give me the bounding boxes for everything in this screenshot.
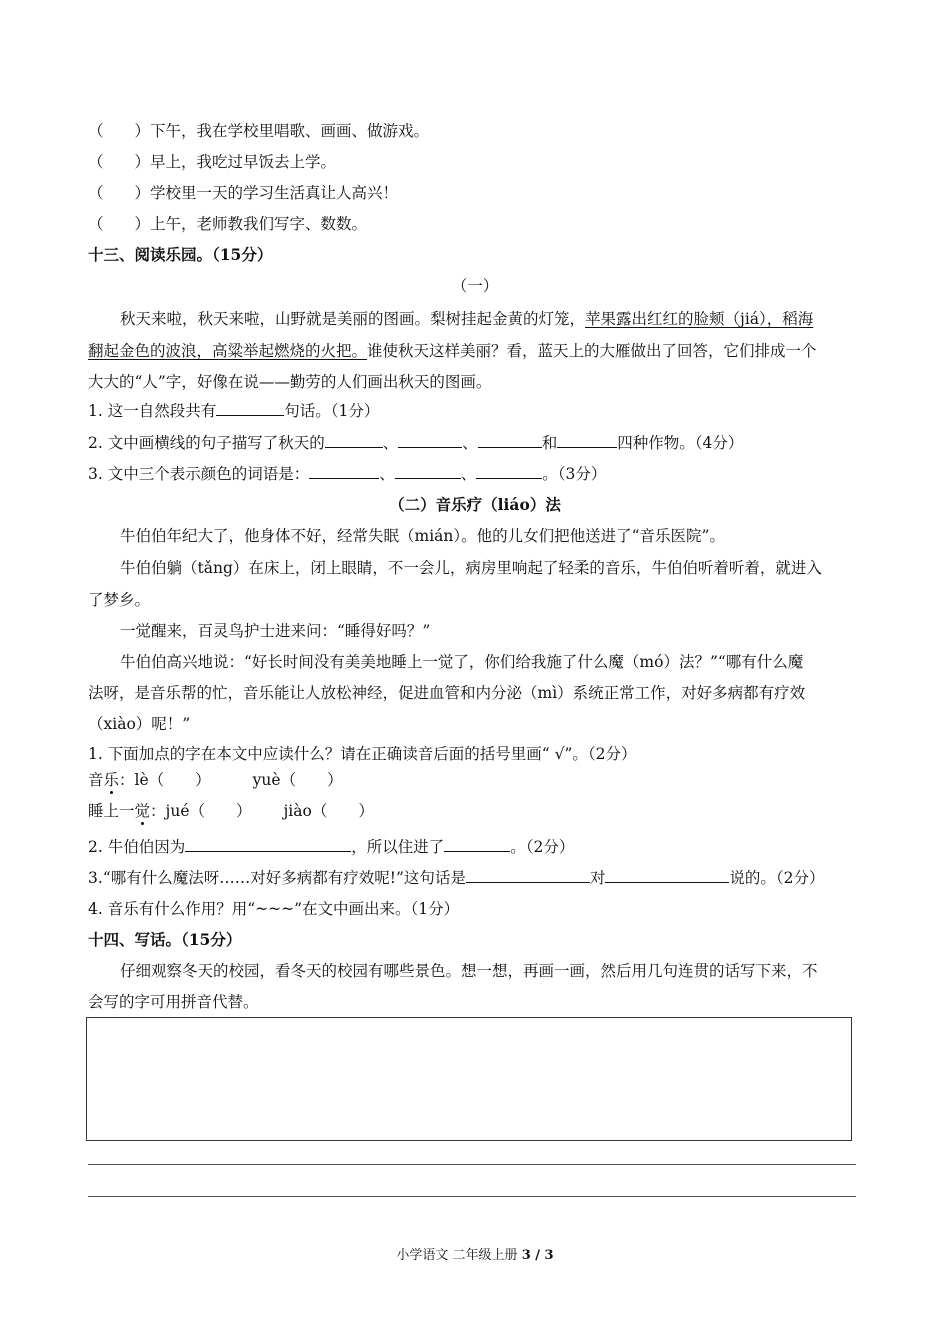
answer-blank[interactable]	[185, 836, 351, 852]
question-1: 1. 下面加点的字在本文中应读什么？请在正确读音后面的括号里画“ √”。（2分）	[88, 745, 637, 763]
sequence-item: （ ）早上，我吃过早饭去上学。	[88, 153, 337, 171]
writing-prompt: 会写的字可用拼音代替。	[88, 993, 259, 1011]
page-number: 3 / 3	[521, 1248, 554, 1263]
passage-1-heading: （一）	[451, 277, 499, 295]
pronunciation-row: 音乐：lè（ ） yuè（ ）	[88, 771, 343, 789]
pronunciation-row: 睡上一觉：jué（ ） jiào（ ）	[88, 802, 374, 820]
option-jiao[interactable]: jiào（ ）	[283, 802, 374, 820]
answer-blank[interactable]	[216, 400, 284, 416]
section-13-title: 十三、阅读乐园。（15分）	[88, 245, 273, 264]
drawing-box[interactable]	[86, 1017, 852, 1141]
dotted-char: 觉	[134, 802, 151, 820]
dotted-char: 乐	[103, 771, 120, 789]
passage-2-line: 法呀，是音乐帮的忙，音乐能让人放松神经，促进血管和内分泌（mì）系统正常工作，对好多病都有疗效	[88, 684, 806, 702]
writing-line[interactable]	[88, 1164, 856, 1165]
answer-blank[interactable]	[309, 463, 379, 479]
answer-blank[interactable]	[557, 432, 617, 448]
passage-1-line: 秋天来啦，秋天来啦，山野就是美丽的图画。梨树挂起金黄的灯笼，苹果露出红红的脸颊（jiá），稻海	[120, 310, 814, 328]
question-2: 2. 文中画横线的句子描写了秋天的 、 、 和 四种作物。（4分）	[88, 434, 744, 452]
passage-2-line: 牛伯伯高兴地说：“好长时间没有美美地睡上一觉了，你们给我施了什么魔（mó）法？”“哪有什么魔	[120, 653, 804, 671]
answer-paren[interactable]: （ ）	[88, 122, 151, 140]
underlined-sentence: 翻起金色的波浪，高粱举起燃烧的火把。	[88, 342, 368, 360]
passage-1-line: 翻起金色的波浪，高粱举起燃烧的火把。谁使秋天这样美丽？看，蓝天上的大雁做出了回答，它们排成一个	[88, 342, 817, 360]
passage-2-line: （xiào）呢！”	[88, 715, 191, 733]
answer-blank[interactable]	[395, 463, 461, 479]
section-14-title: 十四、写话。（15分）	[88, 930, 242, 949]
passage-2-line: 了梦乡。	[88, 591, 151, 609]
passage-1-line: 大大的“人”字，好像在说——勤劳的人们画出秋天的图画。	[88, 373, 492, 391]
option-le[interactable]: ：lè（ ）	[119, 771, 211, 789]
passage-2-line: 牛伯伯躺（tǎng）在床上，闭上眼睛，不一会儿，病房里响起了轻柔的音乐，牛伯伯听着听着，就进入	[120, 559, 822, 577]
passage-2-line: 牛伯伯年纪大了，他身体不好，经常失眠（mián）。他的儿女们把他送进了“音乐医院”。	[120, 527, 725, 545]
option-yue[interactable]: yuè（ ）	[252, 771, 343, 789]
passage-2-line: 一觉醒来，百灵鸟护士进来问：“睡得好吗？”	[120, 622, 431, 640]
answer-blank[interactable]	[476, 463, 542, 479]
writing-line[interactable]	[88, 1196, 856, 1197]
option-jue[interactable]: ：jué（ ）	[150, 802, 252, 820]
answer-blank[interactable]	[478, 432, 542, 448]
question-3: 3. 文中三个表示颜色的词语是： 、 、 。（3分）	[88, 465, 607, 483]
answer-blank[interactable]	[325, 432, 383, 448]
answer-paren[interactable]: （ ）	[88, 184, 151, 202]
answer-blank[interactable]	[444, 836, 510, 852]
sequence-item: （ ）上午，老师教我们写字、数数。	[88, 215, 368, 233]
question-1: 1. 这一自然段共有 句话。（1分）	[88, 402, 380, 420]
underlined-sentence: 苹果露出红红的脸颊（jiá），稻海	[585, 310, 814, 328]
sequence-item: （ ）下午，我在学校里唱歌、画画、做游戏。	[88, 122, 430, 140]
answer-paren[interactable]: （ ）	[88, 153, 151, 171]
answer-blank[interactable]	[605, 867, 729, 883]
answer-blank[interactable]	[398, 432, 462, 448]
question-3: 3.“哪有什么魔法呀……对好多病都有疗效呢!”这句话是 对 说的。（2分）	[88, 869, 825, 887]
sequence-item: （ ）学校里一天的学习生活真让人高兴！	[88, 184, 399, 202]
question-2: 2. 牛伯伯因为 ，所以住进了 。（2分）	[88, 838, 575, 856]
writing-prompt: 仔细观察冬天的校园，看冬天的校园有哪些景色。想一想，再画一画，然后用几句连贯的话写下来，不	[120, 962, 818, 980]
page-footer: 小学语文 二年级上册 3 / 3	[396, 1248, 554, 1263]
answer-blank[interactable]	[466, 867, 590, 883]
question-4: 4. 音乐有什么作用？用“~~~”在文中画出来。（1分）	[88, 900, 460, 918]
answer-paren[interactable]: （ ）	[88, 215, 151, 233]
passage-2-heading: （二）音乐疗（liáo）法	[389, 495, 561, 514]
